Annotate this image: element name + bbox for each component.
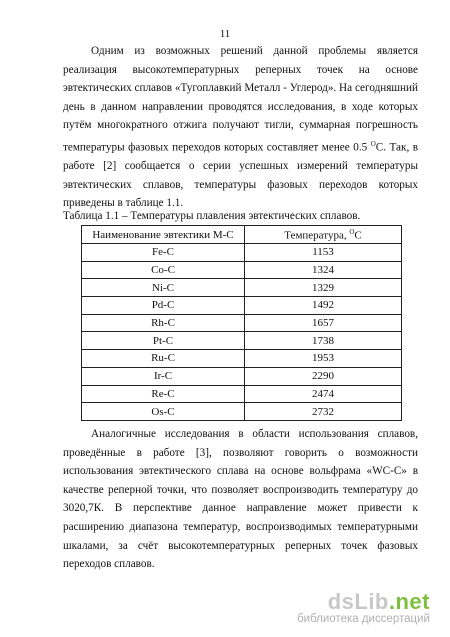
- cell-temperature: 1329: [245, 279, 402, 297]
- cell-eutectic-name: Re-C: [82, 385, 245, 403]
- degree-sup: O: [370, 139, 376, 148]
- cell-temperature: 2474: [245, 385, 402, 403]
- table-row: [82, 367, 402, 385]
- watermark-subtitle: библиотека диссертаций: [297, 613, 430, 625]
- watermark: [297, 589, 430, 625]
- cell-eutectic-name: Co-C: [82, 261, 245, 279]
- cell-eutectic-name: Os-C: [82, 403, 245, 421]
- paragraph-intro-tail: C. Так, в работе [2] сообщается о серии успешных измерений температуры эвтектических сплавов, температуры фазовых переходов которых приведены в таблице 1.1.: [63, 141, 418, 210]
- cell-eutectic-name: Rh-C: [82, 314, 245, 332]
- cell-temperature: 1738: [245, 332, 402, 350]
- cell-eutectic-name: Ni-C: [82, 279, 245, 297]
- cell-eutectic-name: Pd-C: [82, 297, 245, 315]
- cell-temperature: 2732: [245, 403, 402, 421]
- table-row: [82, 314, 402, 332]
- header-eutectic-name: Наименование эвтектики М-С: [82, 226, 245, 244]
- table-row: [82, 261, 402, 279]
- paragraph-intro: [63, 42, 418, 213]
- header-temperature: Температура, $^O$C: [245, 226, 402, 244]
- cell-eutectic-name: Pt-C: [82, 332, 245, 350]
- table-row: [82, 385, 402, 403]
- cell-temperature: 1324: [245, 261, 402, 279]
- table-row: [82, 244, 402, 262]
- cell-temperature: 1153: [245, 244, 402, 262]
- cell-temperature: 2290: [245, 367, 402, 385]
- cell-eutectic-name: Ru-C: [82, 350, 245, 368]
- cell-temperature: 1657: [245, 314, 402, 332]
- page-number: 11: [219, 28, 231, 40]
- cell-eutectic-name: Fe-C: [82, 244, 245, 262]
- paragraph-analog-text: Аналогичные исследования в области использования сплавов, проведённые в работе [3], позволяют говорить о возможности использования эвтектического сплава на основе вольфрама «WC-C» в качестве реперной точки, что позволяет воспроизводить температуру до 3020,7К. В перспективе данное направление может привести к расширению диапазона температур, воспроизводимых температурными шкалами, за счёт высокотемпературных реперных точек фазовых переходов сплавов.: [63, 428, 418, 571]
- cell-eutectic-name: Ir-C: [82, 367, 245, 385]
- cell-temperature: 1492: [245, 297, 402, 315]
- table-header-row: [82, 226, 402, 244]
- table-caption: Таблица 1.1 – Температуры плавления эвтектических сплавов.: [63, 210, 361, 222]
- paragraph-intro-text: Одним из возможных решений данной проблемы является реализация высокотемпературных реперных точек на основе эвтектических сплавов «Тугоплавкий Металл - Углерод». На сегодняшний день в данном направлении проводятся исследования, в ходе которых путём многократного отжига получают тигли, суммарная погрешность температуры фазовых переходов которых составляет менее 0.5: [63, 45, 418, 154]
- table-row: [82, 297, 402, 315]
- table-row: [82, 332, 402, 350]
- cell-temperature: 1953: [245, 350, 402, 368]
- table-row: [82, 279, 402, 297]
- dslib-logo: dsLib.net: [327, 589, 430, 614]
- table-row: [82, 403, 402, 421]
- eutectic-table: [81, 225, 402, 421]
- table-row: [82, 350, 402, 368]
- paragraph-analog: [63, 425, 418, 574]
